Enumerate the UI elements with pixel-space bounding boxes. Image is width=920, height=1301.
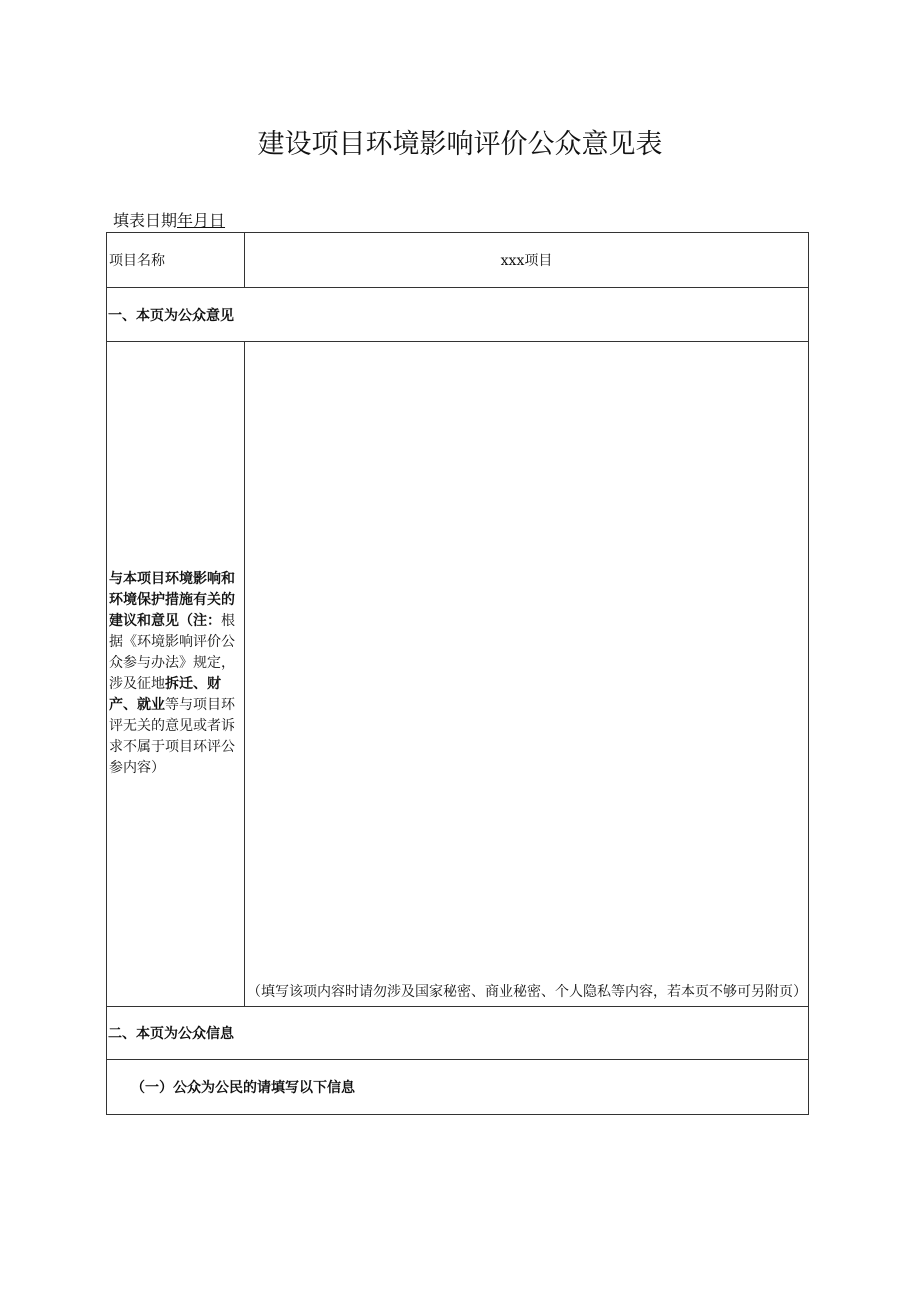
- project-name-value[interactable]: xxx项目: [245, 233, 809, 288]
- section1-row: [107, 288, 809, 342]
- document-title: 建设项目环境影响评价公众意见表: [257, 129, 663, 160]
- project-name-label: 项目名称: [107, 233, 245, 288]
- note-text-1: 根据《环境影响评价公众参与办法》规定，涉及征地: [109, 613, 235, 692]
- section1-title: 一、本页为公众意见: [107, 288, 809, 342]
- section2-sub1-title: （一）公众为公民的请填写以下信息: [107, 1060, 809, 1115]
- opinion-row: [107, 342, 809, 1007]
- section2-title: 二、本页为公众信息: [107, 1007, 809, 1060]
- note-open: （注：: [179, 613, 221, 629]
- fill-date-blank[interactable]: 年月日: [177, 211, 226, 230]
- section2-row: [107, 1007, 809, 1060]
- project-name-row: [107, 233, 809, 288]
- fill-date-label: 填表日期: [113, 211, 178, 230]
- note-bold-items: 拆迁、财产、就业: [109, 676, 221, 713]
- opinion-label-cell: [107, 342, 245, 1007]
- opinion-input-cell[interactable]: [245, 342, 809, 1007]
- opinion-form-table: [106, 232, 809, 1115]
- note-text-2: 等与项目环评无关的意见或者诉求不属于项目环评公参内容）: [109, 697, 235, 776]
- section2-sub1-row: [107, 1060, 809, 1115]
- opinion-hint: （填写该项内容时请勿涉及国家秘密、商业秘密、个人隐私等内容，若本页不够可另附页）: [247, 984, 807, 1000]
- fill-date-line: [113, 208, 225, 231]
- opinion-label: 与本项目环境影响和环境保护措施有关的建议和意见: [109, 571, 235, 629]
